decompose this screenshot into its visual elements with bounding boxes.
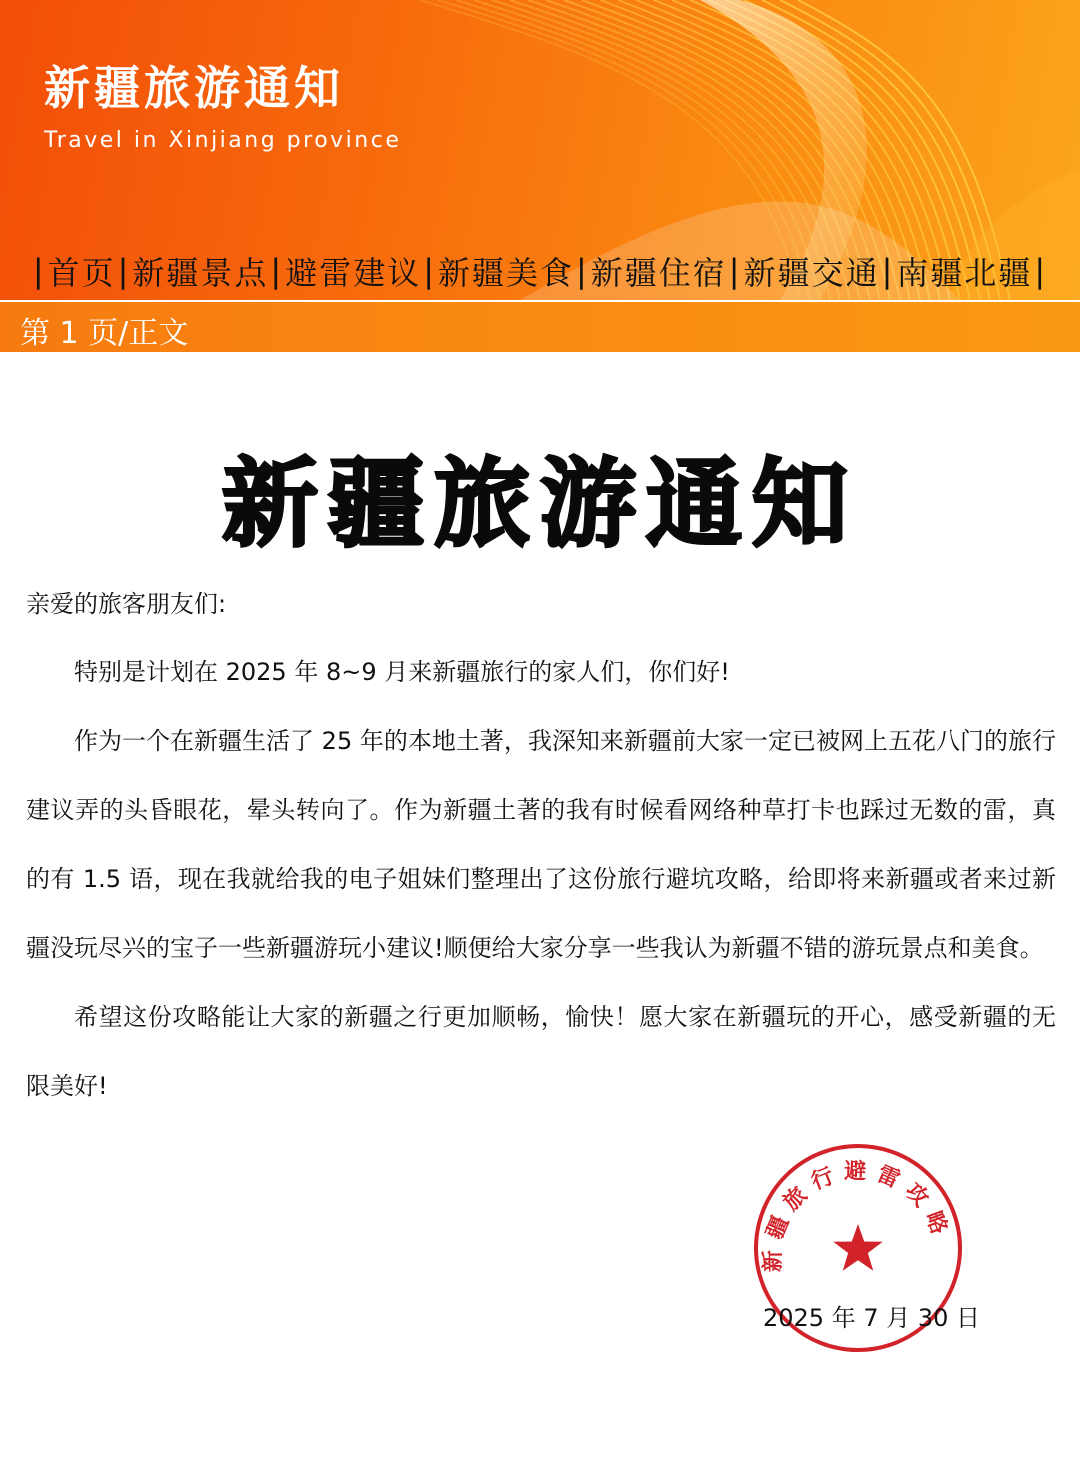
seal-text: 新疆旅行避雷攻略	[760, 1159, 955, 1273]
nav-item-lodging[interactable]: 新疆住宿	[590, 254, 727, 292]
greeting-line: 亲爱的旅客朋友们:	[26, 590, 227, 618]
paragraph: 作为一个在新疆生活了 25 年的本地土著，我深知来新疆前大家一定已被网上五花八门的旅行建议弄的头昏眼花，晕头转向了。作为新疆土著的我有时候看网络种草打卡也踩过无数的雷，真的有 1.5 语，现在我就给我的电子姐妹们整理出了这份旅行避坑攻略，给即将来新疆或者来过新疆没玩尽兴的宝子一些新疆游玩小建议!顺便给大家分享一些我认为新疆不错的游玩景点和美食。	[26, 727, 1056, 962]
star-icon	[833, 1224, 882, 1271]
page-indicator-label: 第 1 页/正文	[20, 316, 189, 351]
nav-item-tips[interactable]: 避雷建议	[285, 254, 422, 292]
nav-separator: |	[1034, 252, 1048, 290]
document-title: 新疆旅游通知	[222, 448, 858, 560]
nav-separator: |	[270, 252, 284, 290]
nav-separator: |	[576, 252, 589, 290]
nav-separator: |	[423, 252, 436, 290]
nav-item-attractions[interactable]: 新疆景点	[132, 254, 269, 292]
document-content	[26, 638, 1056, 1121]
nav-item-food[interactable]: 新疆美食	[437, 254, 574, 292]
paragraph: 特别是计划在 2025 年 8~9 月来新疆旅行的家人们，你们好!	[74, 658, 730, 686]
nav-item-transport[interactable]: 新疆交通	[743, 254, 880, 292]
page-indicator-bar	[0, 302, 1080, 352]
top-navigation	[0, 248, 1080, 294]
nav-item-south-north[interactable]: 南疆北疆	[896, 254, 1033, 292]
nav-separator: |	[881, 252, 895, 290]
banner-subtitle: Travel in Xinjiang province	[44, 128, 402, 153]
paragraph: 希望这份攻略能让大家的新疆之行更加顺畅，愉快！愿大家在新疆玩的开心，感受新疆的无限美好!	[26, 1003, 1056, 1100]
banner-title: 新疆旅游通知	[44, 61, 344, 115]
nav-separator: |	[32, 252, 46, 290]
nav-item-home[interactable]: 首页	[47, 254, 116, 292]
nav-separator: |	[728, 252, 742, 290]
document-date: 2025 年 7 月 30 日	[763, 1304, 981, 1332]
nav-separator: |	[117, 252, 131, 290]
